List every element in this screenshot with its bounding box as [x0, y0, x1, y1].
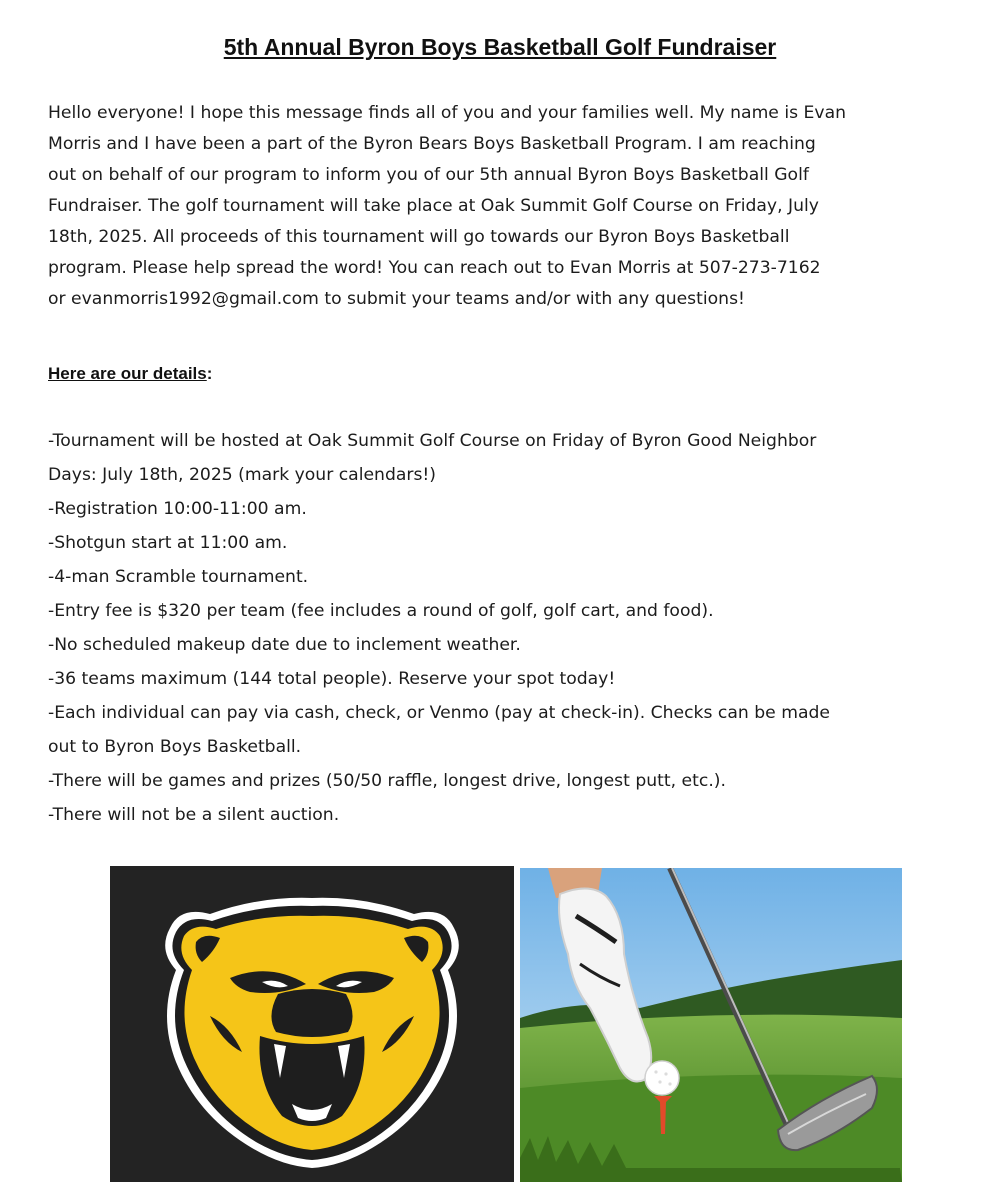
detail-line: Days: July 18th, 2025 (mark your calendars!)	[48, 465, 437, 485]
bear-logo-icon	[110, 866, 514, 1182]
intro-line: or evanmorris1992@gmail.com to submit your teams and/or with any questions!	[48, 289, 745, 309]
detail-line: -Each individual can pay via cash, check, or Venmo (pay at check-in). Checks can be made	[48, 703, 830, 723]
page-title: 5th Annual Byron Boys Basketball Golf Fundraiser	[223, 34, 777, 60]
detail-line: -Shotgun start at 11:00 am.	[48, 533, 288, 553]
intro-paragraph	[48, 98, 968, 315]
intro-line: out on behalf of our program to inform you of our 5th annual Byron Boys Basketball Golf	[48, 165, 809, 185]
detail-line: -There will be games and prizes (50/50 raffle, longest drive, longest putt, etc.).	[48, 771, 726, 791]
golf-photo	[520, 868, 902, 1182]
detail-line: -There will not be a silent auction.	[48, 805, 340, 825]
details-heading-text: Here are our details	[48, 364, 207, 383]
detail-line: -Entry fee is $320 per team (fee includes a round of golf, golf cart, and food).	[48, 601, 714, 621]
detail-line: -Registration 10:00-11:00 am.	[48, 499, 307, 519]
detail-line: out to Byron Boys Basketball.	[48, 737, 302, 757]
golf-scene-icon	[520, 868, 902, 1182]
intro-line: Hello everyone! I hope this message finds all of you and your families well. My name is Evan	[48, 103, 846, 123]
bear-logo-image	[110, 866, 514, 1182]
detail-line: -No scheduled makeup date due to inclement weather.	[48, 635, 521, 655]
detail-line: -36 teams maximum (144 total people). Reserve your spot today!	[48, 669, 616, 689]
detail-line: -Tournament will be hosted at Oak Summit Golf Course on Friday of Byron Good Neighbor	[48, 431, 817, 451]
intro-line: 18th, 2025. All proceeds of this tournament will go towards our Byron Boys Basketball	[48, 227, 790, 247]
details-heading-colon: :	[206, 364, 213, 383]
detail-line: -4-man Scramble tournament.	[48, 567, 309, 587]
intro-line: program. Please help spread the word! You can reach out to Evan Morris at 507-273-7162	[48, 258, 821, 278]
details-heading	[48, 364, 212, 384]
intro-line: Fundraiser. The golf tournament will take place at Oak Summit Golf Course on Friday, July	[48, 196, 819, 216]
details-list	[48, 424, 968, 832]
intro-line: Morris and I have been a part of the Byron Bears Boys Basketball Program. I am reaching	[48, 134, 816, 154]
